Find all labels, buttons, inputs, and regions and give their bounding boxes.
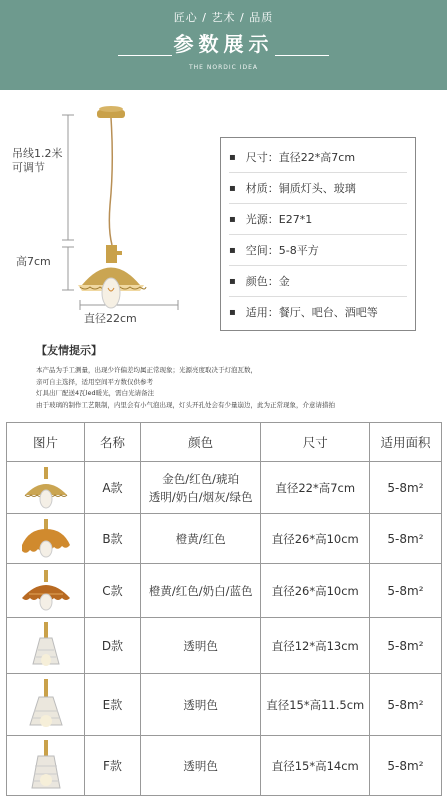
product-colors: [140, 618, 261, 674]
cord-length-label: 吊线1.2米: [12, 147, 63, 160]
color-line: 橙黄/红色/奶白/蓝色: [148, 583, 253, 598]
product-colors: [140, 736, 261, 796]
spec-row: [229, 204, 407, 235]
product-image-a: [7, 462, 85, 514]
spec-text: 材质：铜质灯头、玻璃: [245, 182, 356, 195]
page-title: 参数展示: [173, 32, 274, 56]
product-size: 直径26*高10cm: [261, 514, 369, 564]
tips-line: 亲可自主选择，适用空间平方数仅供参考: [36, 377, 153, 386]
header-image: 图片: [7, 423, 85, 462]
table-header-row: [7, 423, 442, 462]
product-size: 直径26*高10cm: [261, 564, 369, 618]
product-colors: [140, 674, 261, 736]
color-line: 透明色: [183, 758, 218, 773]
height-label: 高7cm: [16, 255, 51, 268]
product-size: 直径12*高13cm: [261, 618, 369, 674]
header-name: 名称: [85, 423, 141, 462]
product-colors: [140, 514, 261, 564]
product-image-f: [7, 736, 85, 796]
product-area: 5-8m²: [369, 736, 441, 796]
diameter-label: 直径22cm: [84, 312, 137, 325]
tips-line: 本产品为手工测量，出现少许偏差均属正常现象；光源亮度取决于灯泡瓦数，: [36, 366, 257, 374]
product-name: C款: [85, 564, 141, 618]
spec-row: [229, 173, 407, 204]
product-size: 直径22*高7cm: [261, 462, 369, 514]
tips-title: 【友情提示】: [36, 344, 102, 357]
table-row: [7, 618, 442, 674]
spec-text: 颜色：金: [245, 275, 290, 288]
product-image-d: [7, 618, 85, 674]
product-name: B款: [85, 514, 141, 564]
header-area: 适用面积: [369, 423, 441, 462]
tips-line: 由于玻璃的制作工艺限制，内里会有小气泡出现，灯头开孔处会有少量崩边，此为正常现象，介意请措拍: [36, 400, 335, 409]
product-name: A款: [85, 462, 141, 514]
product-size: 直径15*高14cm: [261, 736, 369, 796]
bullet-icon: ▪: [229, 275, 236, 287]
bullet-icon: ▪: [229, 244, 236, 256]
product-image-b: [7, 514, 85, 564]
bullet-icon: ▪: [229, 213, 236, 225]
spec-box: [220, 137, 416, 331]
color-line: 橙黄/红色: [175, 531, 226, 546]
header-banner: [0, 0, 447, 90]
product-table: [6, 422, 442, 796]
product-area: 5-8m²: [369, 618, 441, 674]
table-row: [7, 514, 442, 564]
product-colors: [140, 462, 261, 514]
product-name: F款: [85, 736, 141, 796]
lamp-drawing: [0, 95, 220, 335]
spec-text: 光源：E27*1: [245, 213, 313, 226]
header-tagline: 匠心 / 艺术 / 品质: [173, 11, 274, 24]
spec-text: 尺寸：直径22*高7cm: [245, 151, 356, 164]
bullet-icon: ▪: [229, 306, 236, 318]
product-name: D款: [85, 618, 141, 674]
product-area: 5-8m²: [369, 514, 441, 564]
tips-line: 灯具出厂配送4瓦led暖光，需白光请备注: [36, 389, 155, 397]
product-image-c: [7, 564, 85, 618]
header-color: 颜色: [140, 423, 261, 462]
friendly-tips: [36, 342, 436, 411]
header-divider-right: [275, 55, 329, 56]
spec-row: [229, 142, 407, 173]
header-subtitle: THE NORDIC IDEA: [188, 64, 259, 71]
lamp-illustration: [0, 95, 220, 335]
product-colors: [140, 564, 261, 618]
table-row: [7, 674, 442, 736]
table-row: [7, 736, 442, 796]
product-size: 直径15*高11.5cm: [261, 674, 369, 736]
color-line: 透明色: [183, 638, 218, 653]
color-line: 金色/红色/琥珀: [162, 471, 240, 486]
header-size: 尺寸: [261, 423, 369, 462]
bullet-icon: ▪: [229, 151, 236, 163]
product-area: 5-8m²: [369, 462, 441, 514]
color-line: 透明/奶白/烟灰/绿色: [148, 489, 253, 504]
product-name: E款: [85, 674, 141, 736]
table-row: [7, 564, 442, 618]
spec-row: [229, 266, 407, 297]
spec-text: 适用：餐厅、吧台、酒吧等: [245, 306, 378, 319]
color-line: 透明色: [183, 697, 218, 712]
spec-text: 空间：5-8平方: [245, 244, 319, 257]
spec-row: [229, 297, 407, 327]
table-row: [7, 462, 442, 514]
product-area: 5-8m²: [369, 674, 441, 736]
bullet-icon: ▪: [229, 182, 236, 194]
product-image-e: [7, 674, 85, 736]
cord-adjustable-label: 可调节: [12, 161, 45, 174]
spec-row: [229, 235, 407, 266]
product-area: 5-8m²: [369, 564, 441, 618]
